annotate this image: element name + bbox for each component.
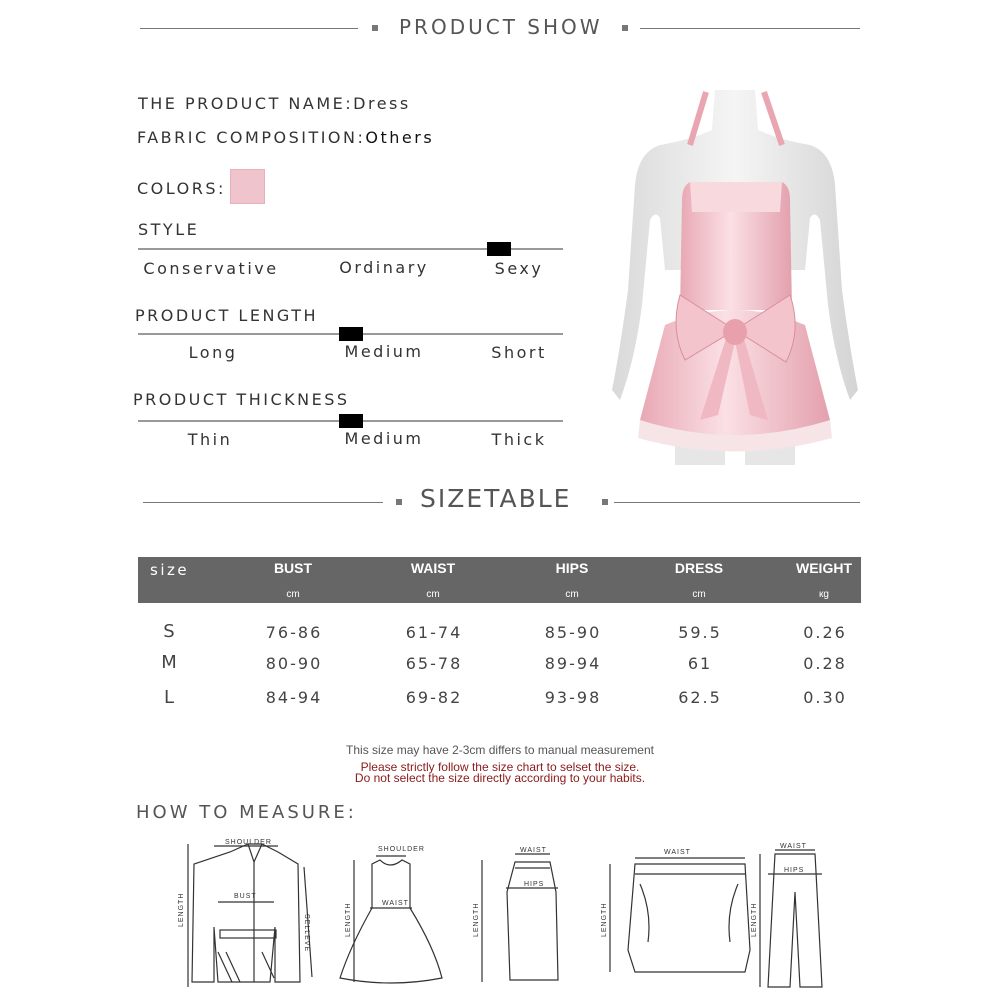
row-waist: 65-78 [405, 654, 463, 673]
row-dress: 62.5 [678, 688, 722, 707]
row-size: L [163, 687, 177, 708]
skirt-diagram [482, 854, 558, 982]
product-name-label: THE PRODUCT NAME: [138, 94, 354, 113]
style-scale-marker[interactable] [487, 242, 511, 256]
fabric-label: FABRIC COMPOSITION: [137, 128, 366, 147]
row-dress: 59.5 [678, 623, 722, 642]
dress-diagram [340, 856, 442, 983]
product-show-title: PRODUCT SHOW [399, 15, 603, 39]
pants-length-label: LENGTH [751, 902, 758, 937]
row-weight: 0.30 [803, 688, 847, 707]
sizetable-dot-right [602, 499, 608, 505]
jacket-bust-label: BUST [234, 893, 257, 900]
sizetable-dot-left [396, 499, 402, 505]
colors-label: COLORS: [137, 179, 226, 198]
color-swatch-pink[interactable] [230, 169, 265, 204]
dress-shoulder-label: SHOULDER [378, 846, 425, 853]
length-scale-marker[interactable] [339, 327, 363, 341]
jacket-diagram [188, 844, 312, 987]
thickness-scale-marker[interactable] [339, 414, 363, 428]
header-hips: HIPS [555, 560, 589, 576]
row-weight: 0.26 [803, 623, 847, 642]
row-bust: 84-94 [265, 688, 323, 707]
size-column-header: size [150, 561, 190, 579]
style-option-conservative: Conservative [143, 259, 279, 278]
skort-waist-label: WAIST [664, 849, 691, 856]
product-show-dot-right [622, 25, 628, 31]
product-name-value: Dress [353, 94, 411, 113]
fabric-value: Others [365, 128, 435, 147]
skirt-length-label: LENGTH [473, 902, 480, 937]
row-bust: 76-86 [265, 623, 323, 642]
row-waist: 61-74 [405, 623, 463, 642]
skort-diagram [610, 858, 750, 972]
row-size: M [161, 652, 179, 673]
style-option-sexy: Sexy [494, 259, 544, 278]
jacket-shoulder-label: SHOULDER [225, 839, 272, 846]
header-weight: WEIGHT [796, 560, 852, 576]
pants-hips-label: HIPS [784, 867, 805, 874]
fabric-row [137, 128, 434, 147]
length-title: PRODUCT LENGTH [135, 306, 319, 325]
dress-length-label: LENGTH [345, 902, 352, 937]
row-waist: 69-82 [405, 688, 463, 707]
jacket-length-label: LENGTH [178, 892, 185, 927]
row-bust: 80-90 [265, 654, 323, 673]
unit-weight: кg [819, 589, 829, 600]
note-follow-chart: Please strictly follow the size chart to selset the size. [360, 760, 640, 774]
unit-hips: cm [565, 589, 579, 600]
product-show-dot-left [372, 25, 378, 31]
how-to-measure-title: HOW TO MEASURE: [136, 802, 357, 823]
row-hips: 93-98 [544, 688, 602, 707]
thickness-option-thick: Thick [491, 430, 547, 449]
row-weight: 0.28 [803, 654, 847, 673]
style-title: STYLE [138, 220, 200, 239]
dress-waist-label: WAIST [382, 900, 409, 907]
header-dress: DRESS [674, 560, 724, 576]
skirt-hips-label: HIPS [524, 881, 545, 888]
thickness-option-thin: Thin [187, 430, 233, 449]
row-size: S [163, 621, 177, 642]
note-measurement: This size may have 2-3cm differs to manual measurement [346, 743, 654, 757]
product-show-rule-left [140, 28, 358, 29]
thickness-title: PRODUCT THICKNESS [133, 390, 350, 409]
header-bust: BUST [273, 560, 313, 576]
row-hips: 89-94 [544, 654, 602, 673]
measure-diagrams [170, 832, 860, 992]
unit-dress: cm [692, 589, 706, 600]
length-option-long: Long [188, 343, 238, 362]
note-habits: Do not select the size directly according to your habits. [354, 771, 646, 785]
unit-waist: cm [426, 589, 440, 600]
length-option-medium: Medium [344, 342, 424, 361]
thickness-option-medium: Medium [344, 429, 424, 448]
length-option-short: Short [491, 343, 547, 362]
row-dress: 61 [687, 654, 713, 673]
product-show-rule-right [640, 28, 860, 29]
style-option-ordinary: Ordinary [339, 258, 429, 277]
pants-waist-label: WAIST [780, 843, 807, 850]
sizetable-rule-right [614, 502, 860, 503]
product-photo [610, 90, 860, 465]
skort-length-label: LENGTH [601, 902, 608, 937]
row-hips: 85-90 [544, 623, 602, 642]
jacket-selleve-label: SELLEVE [303, 914, 310, 953]
skirt-waist-label: WAIST [520, 847, 547, 854]
unit-bust: cm [286, 589, 300, 600]
sizetable-title: SIZETABLE [420, 484, 572, 513]
product-name-row [138, 94, 411, 113]
sizetable-rule-left [143, 502, 383, 503]
size-table-header [138, 557, 861, 603]
header-waist: WAIST [410, 560, 456, 576]
